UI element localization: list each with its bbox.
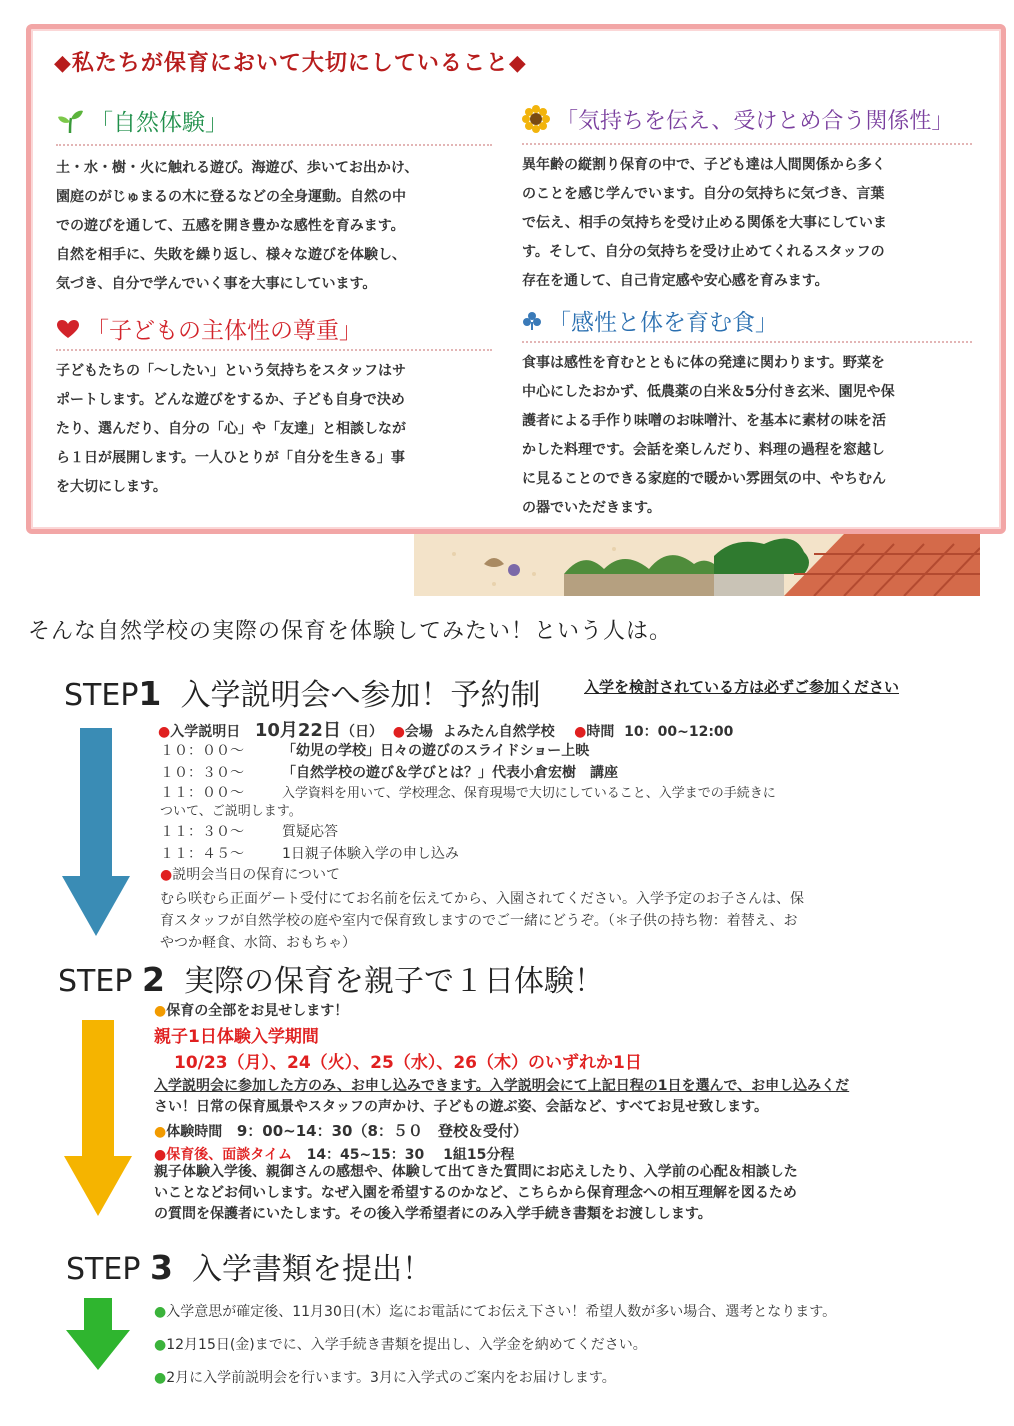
step1-schedule: [160, 740, 776, 865]
care-line: 育スタッフが自然学校の庭や室内で保育致しますのでご一緒にどうぞ。（＊子供の持ち物：着替え、お: [160, 913, 798, 929]
section-food-line: 護者による手作り味噌のお味噌汁、を基本に素材の味を活: [522, 413, 886, 429]
section-food-line: の器でいただきます。: [522, 500, 661, 516]
schedule-time: １１：００～: [160, 785, 244, 801]
schedule-time: １０：３０～: [160, 765, 244, 781]
interview-line: いことなどお伺いします。なぜ入園を希望するのかなど、こちらから保育理念への相互理解を図るため: [154, 1185, 797, 1201]
section-food-line: に見ることのできる家庭的で暖かい雰囲気の中、やちむん: [522, 471, 886, 487]
section-food-line: 中心にしたおかず、低農薬の白米＆5分付き玄米、園児や保: [522, 384, 895, 400]
section-autonomy-line: たり、選んだり、自分の「心」や「友達」と相談しなが: [56, 421, 406, 437]
clover-icon: [522, 311, 542, 337]
care-line: やつか軽食、水筒、おもちゃ）: [160, 935, 356, 951]
values-title: ◆私たちが保育において大切にしていること◆: [54, 51, 527, 76]
step1-care: [160, 888, 804, 954]
section-nature-line: での遊びを通して、五感を開き豊かな感性を育みます。: [56, 217, 405, 234]
section-food: [522, 304, 972, 523]
venue-label: 会場: [404, 724, 433, 740]
schedule-text: 質疑応答: [282, 824, 338, 840]
step2-interview: ●保育後、面談タイム 14：45~15：30 1組15分程: [154, 1147, 515, 1163]
schedule-text: 「自然学校の遊び＆学びとは？」代表小倉宏樹 講座: [282, 765, 618, 781]
step3-items: [154, 1296, 836, 1395]
section-relationship-line: のことを感じ学んでいます。自分の気持ちに気づき、言葉: [522, 186, 885, 202]
time-label: 時間: [586, 724, 615, 740]
section-nature-heading: 「自然体験」: [56, 104, 492, 146]
schedule-text: 入学資料を用いて、学校理念、保育現場で大切にしていること、入学までの手続きに: [282, 786, 776, 801]
step3-item: ●入学意思が確定後、11月30日(木）迄にお電話にてお伝え下さい！希望人数が多い場合、選考となります。: [154, 1304, 837, 1320]
schedule-text: 1日親子体験入学の申し込み: [282, 846, 459, 862]
sprout-icon: [56, 108, 84, 140]
step3-item: ●12月15日(金)までに、入学手続き書類を提出し、入学金を納めてください。: [154, 1337, 647, 1353]
step1-info: [158, 716, 733, 742]
sunflower-icon: [522, 105, 550, 139]
section-autonomy-line: ら１日が展開します。一人ひとりが「自分を生きる」事: [56, 450, 405, 466]
schedule-time: １１：３０～: [160, 824, 244, 840]
section-relationship-line: 存在を通して、自己肯定感や安心感を育みます。: [522, 273, 829, 289]
section-relationship-line: 異年齢の縦割り保育の中で、子ども達は人間関係から多く: [522, 157, 886, 173]
section-nature: [56, 104, 492, 299]
step1-note: 入学を検討されている方は必ずご参加ください: [584, 678, 900, 696]
schedule-time: １１：４５～: [160, 846, 244, 862]
section-autonomy-line: 子どもたちの「～したい」という気持ちをスタッフはサ: [56, 363, 406, 379]
section-autonomy: [56, 312, 492, 502]
step1-care-label: ●説明会当日の保育について: [160, 867, 340, 883]
section-relationship: [522, 104, 972, 296]
care-line: むら咲むら正面ゲート受付にてお名前を伝えてから、入園されてください。入学予定のお子さんは、保: [160, 891, 804, 907]
section-nature-line: 園庭のがじゅまるの木に登るなどの全身運動。自然の中: [56, 188, 406, 205]
section-food-heading: 「感性と体を育む食」: [522, 304, 972, 343]
interview-line: 親子体験入学後、親御さんの感想や、体験して出てきた質問にお応えしたり、入学前の心配＆相談した: [154, 1164, 798, 1180]
step1-title: STEP1 入学説明会へ参加！予約制: [64, 674, 541, 713]
step2-title: STEP 2 実際の保育を親子で１日体験！: [58, 960, 605, 999]
step2-period: 10/23（月）、24（火）、25（水）、26（木）のいずれか1日: [174, 1053, 642, 1073]
venue-value: よみたん自然学校: [442, 724, 555, 740]
section-nature-line: 気づき、自分で学んでいく事を大事にしています。: [56, 275, 377, 292]
section-autonomy-line: を大切にします。: [56, 479, 167, 495]
step2-time: ●体験時間 9：00~14：30（8：５０ 登校＆受付）: [154, 1122, 528, 1140]
section-food-line: かした料理です。会話を楽しんだり、料理の過程を窓越し: [522, 442, 885, 458]
section-relationship-line: で伝え、相手の気持ちを受け止める関係を大事にしていま: [522, 215, 887, 231]
step2-period-label: 親子1日体験入学期間: [154, 1027, 319, 1047]
section-relationship-line: す。そして、自分の気持ちを受け止めてくれるスタッフの: [522, 244, 885, 260]
step2-arrow: [64, 1020, 132, 1220]
step3-title: STEP 3 入学書類を提出！: [66, 1248, 433, 1287]
step3-item: ●2月に入学前説明会を行います。3月に入学式のご案内をお届けします。: [154, 1370, 616, 1386]
time-value: 10：00~12:00: [624, 724, 734, 740]
schedule-text: ついて、ご説明します。: [160, 804, 302, 819]
date-label: 入学説明日: [170, 724, 241, 740]
date-dow: （日）: [340, 724, 383, 740]
section-nature-line: 土・水・樹・火に触れる遊び。海遊び、歩いてお出かけ、: [56, 159, 419, 176]
step3-arrow: [66, 1298, 130, 1374]
section-relationship-heading: 「気持ちを伝え、受けとめ合う関係性」: [522, 104, 972, 145]
step1-arrow: [62, 728, 130, 940]
schedule-time: １０：００～: [160, 743, 244, 759]
interview-line: の質問を保護者にいたします。その後入学希望者にのみ入学手続き書類をお渡しします。: [154, 1206, 712, 1222]
schedule-text: 「幼児の学校」日々の遊びのスライドショー上映: [282, 743, 590, 759]
step2-show-all: ●保育の全部をお見せします！: [154, 1003, 349, 1019]
desc-line: さい！日常の保育風景やスタッフの声かけ、子どもの遊ぶ姿、会話など、すべてお見せ致します。: [154, 1099, 769, 1115]
section-autonomy-line: ポートします。どんな遊びをするか、子ども自身で決め: [56, 392, 405, 408]
step2-interview-desc: [154, 1162, 798, 1225]
desc-line: 入学説明会に参加した方のみ、お申し込みできます。入学説明会にて上記日程の1日を選んで、お申し込みくだ: [154, 1078, 850, 1094]
heart-icon: [56, 319, 80, 345]
lead-text: そんな自然学校の実際の保育を体験してみたい！という人は。: [28, 619, 673, 644]
step2-desc: [154, 1076, 849, 1118]
section-nature-line: 自然を相手に、失敗を繰り返し、様々な遊びを体験し、: [56, 246, 406, 263]
date-value: 10月22日: [254, 720, 341, 741]
decorative-illustration: [414, 534, 980, 596]
section-food-line: 食事は感性を育むとともに体の発達に関わります。野菜を: [522, 355, 885, 371]
section-autonomy-heading: 「子どもの主体性の尊重」: [56, 312, 492, 351]
